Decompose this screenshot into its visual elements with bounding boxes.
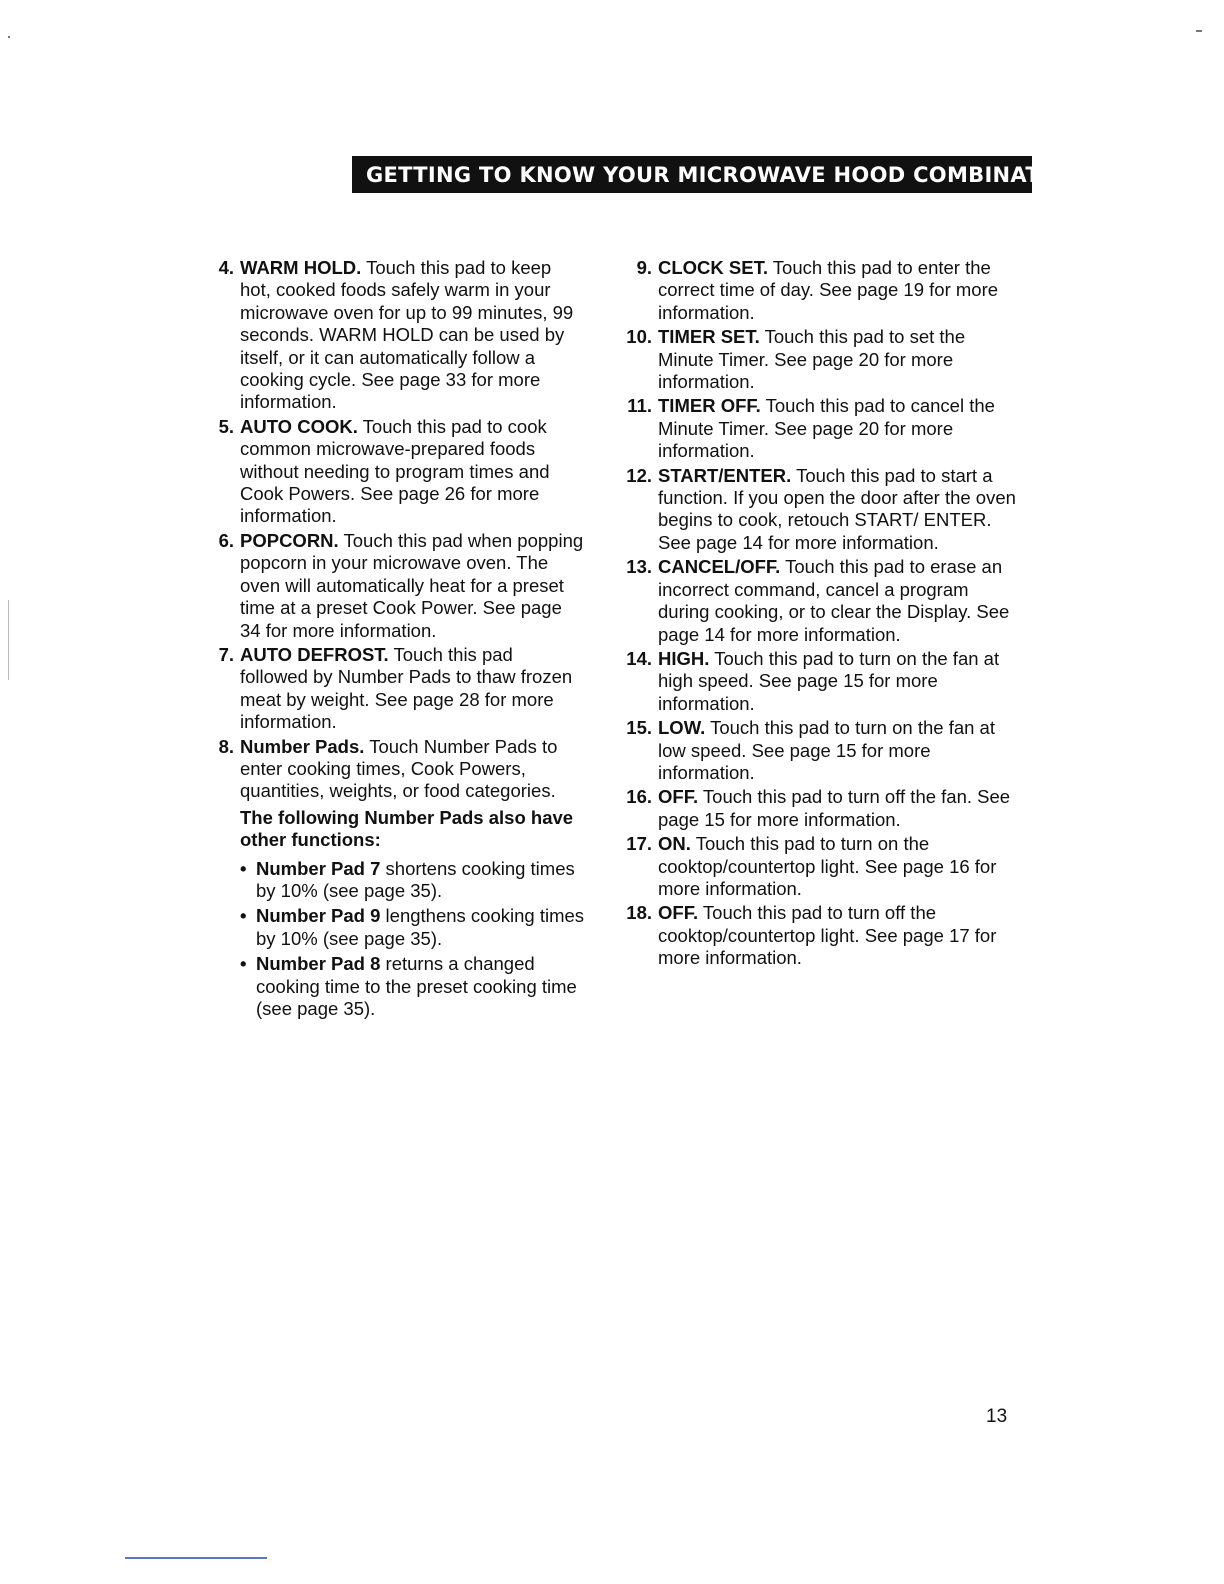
item-description: Touch this pad to keep hot, cooked foods safely warm in your microwave oven for up to 99 minutes, 99 seconds. WARM HOLD can be used by itself, or it can automatically follow a cooking cycle. See page 33 for more information.	[240, 257, 574, 413]
item-description: Touch this pad to start a function. If you open the door after the oven begins to cook, retouch START/ ENTER. See page 14 for more information.	[658, 464, 1016, 553]
item-term: CLOCK SET.	[658, 257, 768, 278]
item-number: 9.	[636, 257, 652, 278]
item-number: 4.	[218, 257, 234, 278]
item-description: Touch this pad to cook common microwave-prepared foods without needing to program times and Cook Powers. See page 26 for more information.	[240, 415, 550, 527]
item-term: AUTO DEFROST.	[240, 643, 389, 665]
item-body	[652, 833, 1016, 900]
item-number: 6.	[218, 529, 234, 551]
bullet-item	[240, 905, 585, 950]
bullet-icon: •	[240, 857, 247, 879]
item-term: WARM HOLD.	[240, 257, 362, 278]
scan-artifact-mark	[8, 36, 10, 38]
list-item	[616, 833, 1016, 900]
item-number: 5.	[218, 415, 234, 437]
page-number: 13	[986, 1406, 1008, 1427]
item-term: OFF.	[658, 902, 699, 924]
item-term: POPCORN.	[240, 529, 339, 551]
number-pad-functions-list	[240, 858, 585, 1021]
bullet-term: Number Pad 8	[256, 953, 381, 975]
list-item	[200, 257, 585, 414]
item-term: TIMER OFF.	[658, 395, 761, 417]
item-body	[652, 257, 1016, 324]
item-description: Touch this pad to erase an incorrect command, cancel a program during cooking, or to clear the Display. See page 14 for more information.	[658, 556, 1010, 645]
item-description: Touch Number Pads to enter cooking times, Cook Powers, quantities, weights, or food categories.	[240, 735, 558, 802]
list-item	[616, 717, 1016, 784]
item-description: Touch this pad to turn off the cooktop/countertop light. See page 17 for more information.	[658, 902, 997, 969]
item-description: Touch this pad to turn on the fan at low speed. See page 15 for more information.	[658, 717, 995, 783]
item-term: START/ENTER.	[658, 464, 792, 486]
item-number: 16.	[626, 786, 652, 808]
list-item	[616, 556, 1016, 646]
item-number: 18.	[626, 902, 652, 924]
bullet-term: Number Pad 9	[256, 905, 381, 927]
bullet-term: Number Pad 7	[256, 857, 381, 879]
bullet-text	[256, 858, 585, 903]
item-number: 11.	[627, 395, 652, 417]
item-term: Number Pads.	[240, 735, 365, 757]
bullet-icon: •	[240, 953, 247, 975]
item-body	[234, 736, 585, 1024]
item-body	[652, 786, 1016, 831]
list-item	[200, 644, 585, 734]
item-number: 14.	[626, 647, 652, 669]
list-item	[200, 736, 585, 1024]
item-body	[652, 465, 1016, 555]
bullet-description: returns a changed cooking time to the preset cooking time (see page 35).	[256, 953, 577, 1019]
list-item	[200, 530, 585, 642]
scan-artifact-mark	[8, 600, 9, 680]
item-description: Touch this pad to turn on the cooktop/countertop light. See page 16 for more information.	[658, 833, 997, 899]
bullet-icon: •	[240, 905, 247, 927]
item-description: Touch this pad to cancel the Minute Timer. See page 20 for more information.	[658, 395, 995, 462]
list-item	[616, 465, 1016, 555]
bullet-description: lengthens cooking times by 10% (see page 35).	[256, 905, 585, 949]
item-number: 13.	[626, 556, 652, 578]
item-term: AUTO COOK.	[240, 415, 358, 437]
item-number: 7.	[218, 643, 234, 665]
bullet-item	[240, 953, 585, 1020]
item-number: 17.	[626, 833, 652, 855]
list-item	[616, 786, 1016, 831]
item-body	[652, 648, 1016, 715]
item-term: CANCEL/OFF.	[658, 556, 781, 578]
item-description: Touch this pad followed by Number Pads to thaw frozen meat by weight. See page 28 for more information.	[240, 643, 573, 733]
item-body	[652, 326, 1016, 393]
item-number: 8.	[218, 735, 234, 757]
section-title: GETTING TO KNOW YOUR MICROWAVE HOOD COMBINATION	[366, 162, 1085, 187]
left-column	[200, 257, 585, 1025]
item-body	[652, 556, 1016, 646]
item-body	[234, 530, 585, 642]
item-body	[234, 644, 585, 734]
bullet-item	[240, 858, 585, 903]
scan-artifact-line	[125, 1557, 267, 1559]
list-item	[616, 257, 1016, 324]
item-term: OFF.	[658, 786, 699, 808]
bullet-text	[256, 905, 585, 950]
scan-artifact-mark	[1196, 30, 1202, 32]
list-item	[616, 395, 1016, 462]
list-item	[616, 648, 1016, 715]
item-term: TIMER SET.	[658, 326, 760, 348]
item-description: Touch this pad to turn on the fan at high speed. See page 15 for more information.	[658, 647, 1000, 714]
list-item	[200, 416, 585, 528]
item-body	[652, 395, 1016, 462]
item-body	[234, 416, 585, 528]
item-description: Touch this pad when popping popcorn in your microwave oven. The oven will automatically heat for a preset time at a preset Cook Power. See page 34 for more information.	[240, 529, 584, 641]
item-term: HIGH.	[658, 647, 710, 669]
item-number: 12.	[626, 464, 652, 486]
right-column	[616, 257, 1016, 972]
item-description: Touch this pad to set the Minute Timer. See page 20 for more information.	[658, 326, 966, 393]
item-body	[652, 902, 1016, 969]
list-item	[616, 326, 1016, 393]
number-pads-subhead: The following Number Pads also have other functions:	[240, 806, 574, 851]
item-description: Touch this pad to turn off the fan. See page 15 for more information.	[658, 786, 1011, 830]
item-term: ON.	[658, 833, 691, 855]
item-number: 15.	[626, 717, 652, 739]
item-term: LOW.	[658, 717, 706, 739]
item-body	[652, 717, 1016, 784]
bullet-description: shortens cooking times by 10% (see page 35).	[256, 857, 575, 901]
item-body	[234, 257, 585, 414]
list-item	[616, 902, 1016, 969]
bullet-text	[256, 953, 585, 1020]
section-header-banner	[352, 156, 1085, 193]
item-number: 10.	[626, 326, 652, 348]
item-description: Touch this pad to enter the correct time of day. See page 19 for more information.	[658, 257, 999, 323]
